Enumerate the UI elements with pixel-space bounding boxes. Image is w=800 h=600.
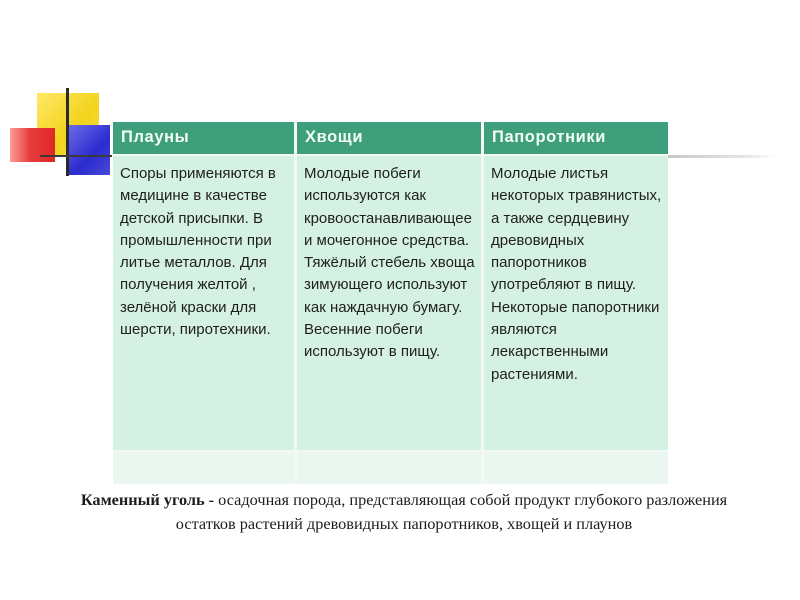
right-rule-decoration [668, 155, 778, 158]
vertical-line-decoration [66, 88, 69, 176]
cell-paporotniki: Молодые листья некоторых травянистых, а также сердцевину древовидных папоротников употребляют в пищу. Некоторые папоротники являются лекарственными растениями. [484, 156, 668, 450]
empty-row-cell-3 [484, 452, 668, 484]
coal-description: осадочная порода, представляющая собой продукт глубокого разложения остатков растений древовидных папоротников, хвощей и плаунов [175, 490, 728, 533]
empty-row-cell-1 [113, 452, 294, 484]
header-paporotniki: Папоротники [484, 122, 668, 154]
header-plauny: Плауны [113, 122, 294, 154]
blue-square-decoration [66, 125, 110, 175]
header-khvoshchi: Хвощи [297, 122, 481, 154]
horizontal-line-decoration [40, 155, 112, 157]
cell-khvoshchi: Молодые побеги используются как кровоостанавливающее и мочегонное средства. Тяжёлый стебель хвоща зимующего используют как наждачную бумагу. Весенние побеги используют в пищу. [297, 156, 481, 450]
coal-term: Каменный уголь - [80, 490, 215, 509]
cell-plauny: Споры применяются в медицине в качестве детской присыпки. В промышленности при литье металлов. Для получения желтой , зелёной краски для шерсти, пиротехники. [113, 156, 294, 450]
uses-table [113, 122, 668, 484]
coal-definition [70, 488, 738, 535]
empty-row-cell-2 [297, 452, 481, 484]
